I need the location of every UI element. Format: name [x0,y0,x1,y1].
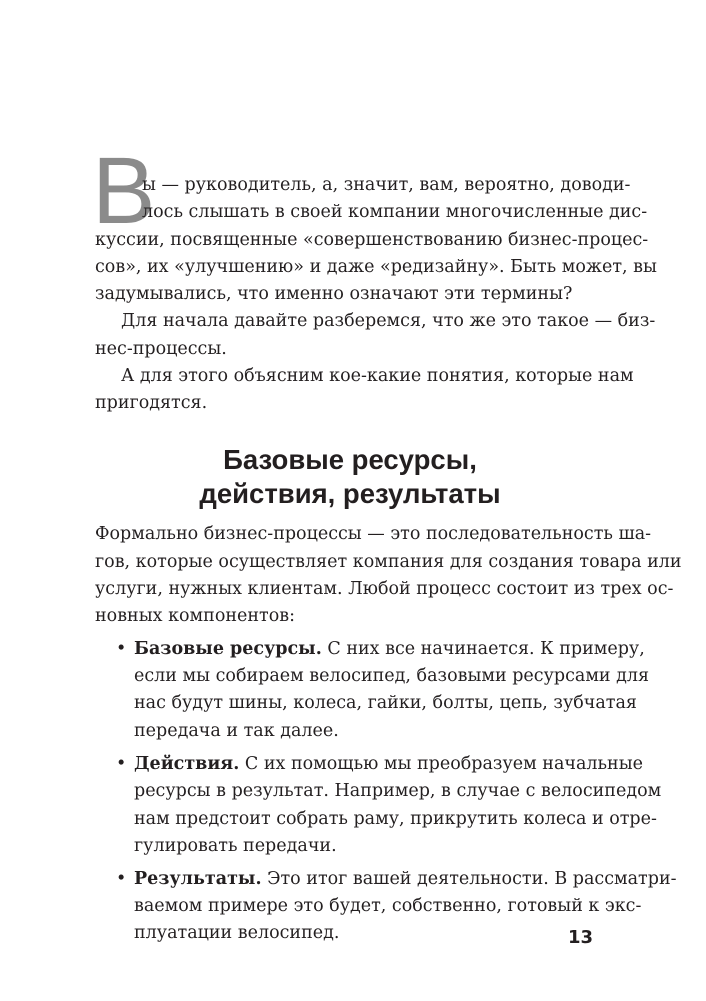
para4-line-2: гов, которые осуществляет компания для создания товара или [95,552,682,572]
bullet-2-line-2: ресурсы в результат. Например, в случае с велосипедом [134,781,662,801]
section-heading-line-1: Базовые ресурсы, [223,444,477,475]
bullet-symbol: • [116,639,127,659]
para4-line-1: Формально бизнес-процессы — это последовательность ша- [95,524,652,544]
para3-line-2: пригодятся. [95,393,208,413]
section-heading-line-2: действия, результаты [199,478,501,509]
bullet-3-first: Это итог вашей деятельности. В рассматри- [261,869,677,889]
intro-line-5: задумывались, что именно означают эти термины? [95,284,573,304]
para4-line-3: услуги, нужных клиентам. Любой процесс состоит из трех ос- [95,579,674,599]
bullet-1-line-1 [134,639,645,659]
bullet-1-term: Базовые ресурсы. [134,639,322,659]
bullet-1-line-4: передача и так далее. [134,721,339,741]
bullet-symbol: • [116,754,127,774]
intro-line-3: куссии, посвященные «совершенствованию бизнес-процес- [95,230,649,250]
bullet-1-first: С них все начинается. К примеру, [321,639,645,659]
bullet-3-term: Результаты. [134,869,262,889]
page-number: 13 [568,927,594,948]
intro-line-2: лось слышать в своей компании многочисленные дис- [142,202,648,222]
para3-line-1: А для этого объясним кое-какие понятия, которые нам [121,366,634,386]
para4-line-4: новных компонентов: [95,606,296,626]
bullet-2-first: С их помощью мы преобразуем начальные [239,754,643,774]
bullet-3-line-3: плуатации велосипед. [134,923,340,943]
bullet-3-line-2: ваемом примере это будет, собственно, готовый к экс- [134,896,642,916]
bullet-3-line-1 [134,869,677,889]
bullet-2-line-4: гулировать передачи. [134,836,337,856]
bullet-symbol: • [116,869,127,889]
bullet-2-term: Действия. [134,754,240,774]
bullet-2-line-3: нам предстоит собрать раму, прикрутить колеса и отре- [134,809,657,829]
drop-cap: В [92,138,156,244]
intro-line-1: ы — руководитель, а, значит, вам, вероятно, доводи- [142,175,631,195]
bullet-1-line-2: если мы собираем велосипед, базовыми ресурсами для [134,666,650,686]
intro-line-4: сов», их «улучшению» и даже «редизайну». Быть может, вы [95,257,657,277]
para2-line-2: нес-процессы. [95,339,227,359]
bullet-2-line-1 [134,754,643,774]
para2-line-1: Для начала давайте разберемся, что же это такое — биз- [121,311,656,331]
bullet-1-line-3: нас будут шины, колеса, гайки, болты, цепь, зубчатая [134,693,637,713]
